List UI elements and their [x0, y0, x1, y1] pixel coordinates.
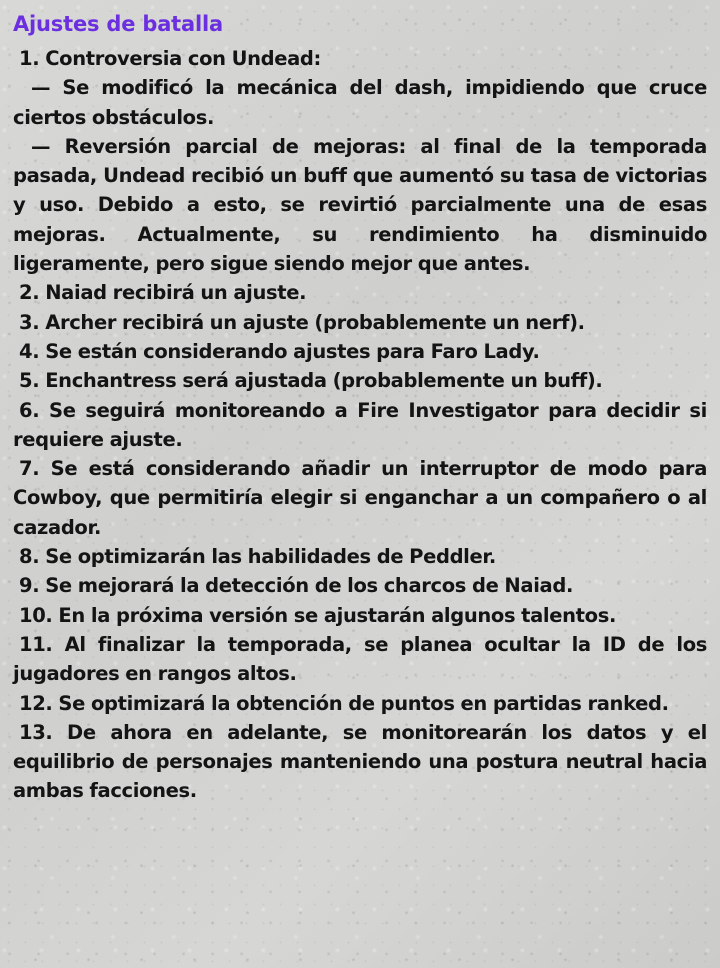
note-item: 2. Naiad recibirá un ajuste.: [19, 281, 307, 305]
note-item: 6. Se seguirá monitoreando a Fire Investigator para decidir si requiere ajuste.: [13, 398, 707, 451]
note-subitem: — Reversión parcial de mejoras: al final de la temporada pasada, Undead recibió un buff que aumentó su tasa de victorias y uso. Debido a esto, se revirtió parcialmente una de esas mejoras. Actualmente, su rendimiento ha disminuido ligeramente, pero sigue siendo mejor que antes.: [13, 134, 707, 276]
note-item: 5. Enchantress será ajustada (probablemente un buff).: [19, 369, 603, 393]
page-title: Ajustes de batalla: [13, 12, 223, 36]
note-item: 11. Al finalizar la temporada, se planea ocultar la ID de los jugadores en rangos altos.: [13, 632, 707, 686]
note-item: 9. Se mejorará la detección de los charcos de Naiad.: [19, 574, 573, 598]
document: [13, 8, 707, 806]
note-item: 8. Se optimizarán las habilidades de Peddler.: [19, 545, 496, 569]
note-item: 7. Se está considerando añadir un interruptor de modo para Cowboy, que permitiría elegir si enganchar a un compañero o al cazador.: [13, 457, 707, 539]
note-item: 10. En la próxima versión se ajustarán algunos talentos.: [19, 603, 617, 627]
notes-list: [13, 44, 707, 806]
note-item: 3. Archer recibirá un ajuste (probablemente un nerf).: [19, 310, 585, 334]
note-item: 13. De ahora en adelante, se monitorearán los datos y el equilibrio de personajes manteniendo una postura neutral hacia ambas facciones.: [13, 720, 707, 803]
note-subitem: — Se modificó la mecánica del dash, impidiendo que cruce ciertos obstáculos.: [13, 76, 707, 129]
note-item: 1. Controversia con Undead:: [19, 47, 321, 70]
note-item: 4. Se están considerando ajustes para Faro Lady.: [19, 339, 540, 363]
note-item: 12. Se optimizará la obtención de puntos en partidas ranked.: [19, 691, 669, 715]
